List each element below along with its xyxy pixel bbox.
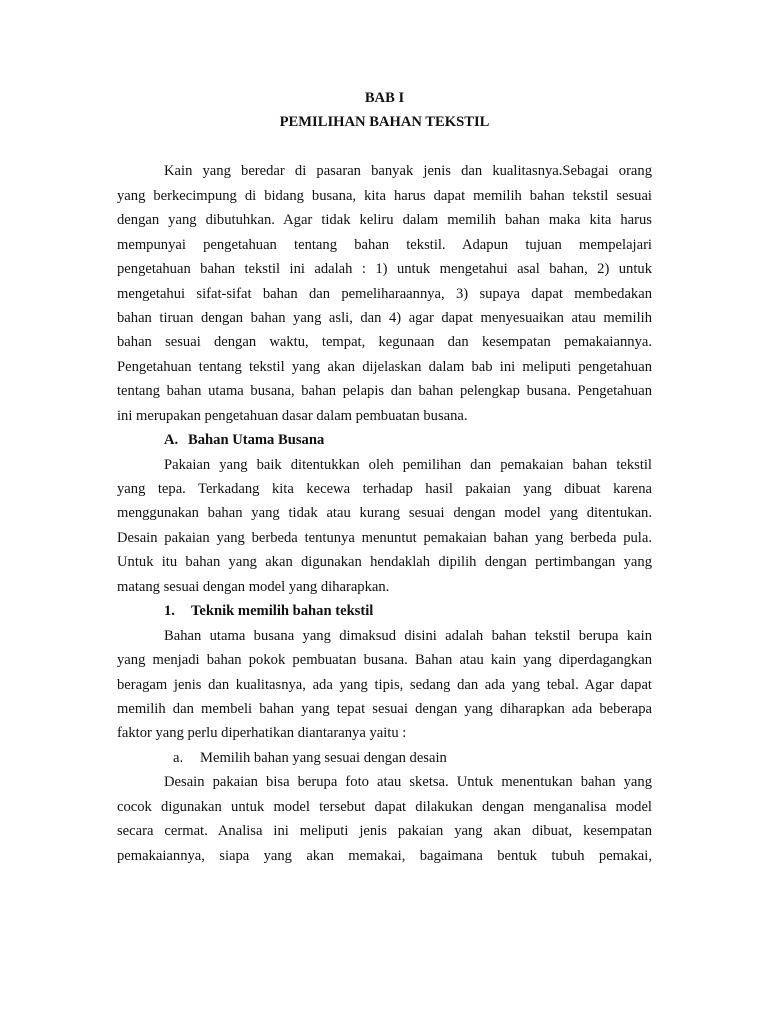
paragraph-line: pemakaiannya, siapa yang akan memakai, bagaimana bentuk tubuh pemakai, <box>117 847 652 864</box>
paragraph-line: Kain yang beredar di pasaran banyak jenis dan kualitasnya.Sebagai orang <box>164 163 652 180</box>
subsection-heading-text: Teknik memilih bahan tekstil <box>191 603 374 620</box>
paragraph-line: bahan tiruan dengan bahan yang asli, dan 4) agar dapat menyesuaikan atau memilih <box>117 309 652 326</box>
paragraph-line: faktor yang perlu diperhatikan diantaranya yaitu : <box>117 725 407 742</box>
subsection-1-paragraph <box>117 624 652 746</box>
section-marker: A. <box>164 432 179 449</box>
intro-paragraph <box>117 159 652 428</box>
paragraph-line: Pengetahuan tentang tekstil yang akan dijelaskan dalam bab ini meliputi pengetahuan <box>117 358 652 375</box>
paragraph-line: mengetahui sifat-sifat bahan dan pemeliharaannya, 3) supaya dapat membedakan <box>117 285 652 302</box>
item-heading-a <box>117 746 652 770</box>
document-body <box>117 86 652 868</box>
blank-line <box>117 135 652 159</box>
paragraph-line: yang menjadi bahan pokok pembuatan busana. Bahan atau kain yang diperdagangkan <box>117 652 652 669</box>
paragraph-line: memilih dan membeli bahan yang tepat sesuai dengan yang diharapkan ada beberapa <box>117 700 652 717</box>
item-heading-text: Memilih bahan yang sesuai dengan desain <box>200 749 447 766</box>
subsection-heading-1 <box>117 599 652 623</box>
section-a-paragraph <box>117 453 652 600</box>
paragraph-line: Desain pakaian yang berbeda tentunya menuntut pemakaian bahan yang berbeda pula. <box>117 529 652 546</box>
paragraph-line: menggunakan bahan yang tidak atau kurang sesuai dengan model yang ditentukan. <box>117 505 652 522</box>
chapter-title: PEMILIHAN BAHAN TEKSTIL <box>279 114 490 131</box>
paragraph-line: Desain pakaian bisa berupa foto atau sketsa. Untuk menentukan bahan yang <box>164 774 652 791</box>
paragraph-line: beragam jenis dan kualitasnya, ada yang tipis, sedang dan ada yang tebal. Agar dapat <box>117 676 652 693</box>
paragraph-line: mempunyai pengetahuan tentang bahan tekstil. Adapun tujuan mempelajari <box>117 236 652 253</box>
paragraph-line: dengan yang dibutuhkan. Agar tidak keliru dalam memilih bahan maka kita harus <box>117 212 652 229</box>
item-marker: a. <box>173 749 184 766</box>
paragraph-line: cocok digunakan untuk model tersebut dapat dilakukan dengan menganalisa model <box>117 798 652 815</box>
paragraph-line: yang berkecimpung di bidang busana, kita harus dapat memilih bahan tekstil sesuai <box>117 187 652 204</box>
chapter-number: BAB I <box>364 90 405 106</box>
paragraph-line: ini merupakan pengetahuan dasar dalam pembuatan busana. <box>117 407 468 424</box>
item-a-paragraph <box>117 770 652 868</box>
section-heading-a <box>117 428 652 452</box>
paragraph-line: tentang bahan utama busana, bahan pelapis dan bahan pelengkap busana. Pengetahuan <box>117 383 652 400</box>
paragraph-line: matang sesuai dengan model yang diharapkan. <box>117 578 390 595</box>
subsection-marker: 1. <box>164 603 175 620</box>
section-heading-text: Bahan Utama Busana <box>188 432 325 449</box>
paragraph-line: yang tepa. Terkadang kita kecewa terhadap hasil pakaian yang dibuat karena <box>117 481 652 497</box>
paragraph-line: pengetahuan bahan tekstil ini adalah : 1) untuk mengetahui asal bahan, 2) untuk <box>117 261 652 278</box>
paragraph-line: Bahan utama busana yang dimaksud disini adalah bahan tekstil berupa kain <box>164 627 652 644</box>
paragraph-line: bahan sesuai dengan waktu, tempat, kegunaan dan kesempatan pemakaiannya. <box>117 334 652 351</box>
paragraph-line: Pakaian yang baik ditentukkan oleh pemilihan dan pemakaian bahan tekstil <box>164 456 652 473</box>
paragraph-line: secara cermat. Analisa ini meliputi jenis pakaian yang akan dibuat, kesempatan <box>117 823 652 840</box>
paragraph-line: Untuk itu bahan yang akan digunakan hendaklah dipilih dengan pertimbangan yang <box>117 554 652 571</box>
